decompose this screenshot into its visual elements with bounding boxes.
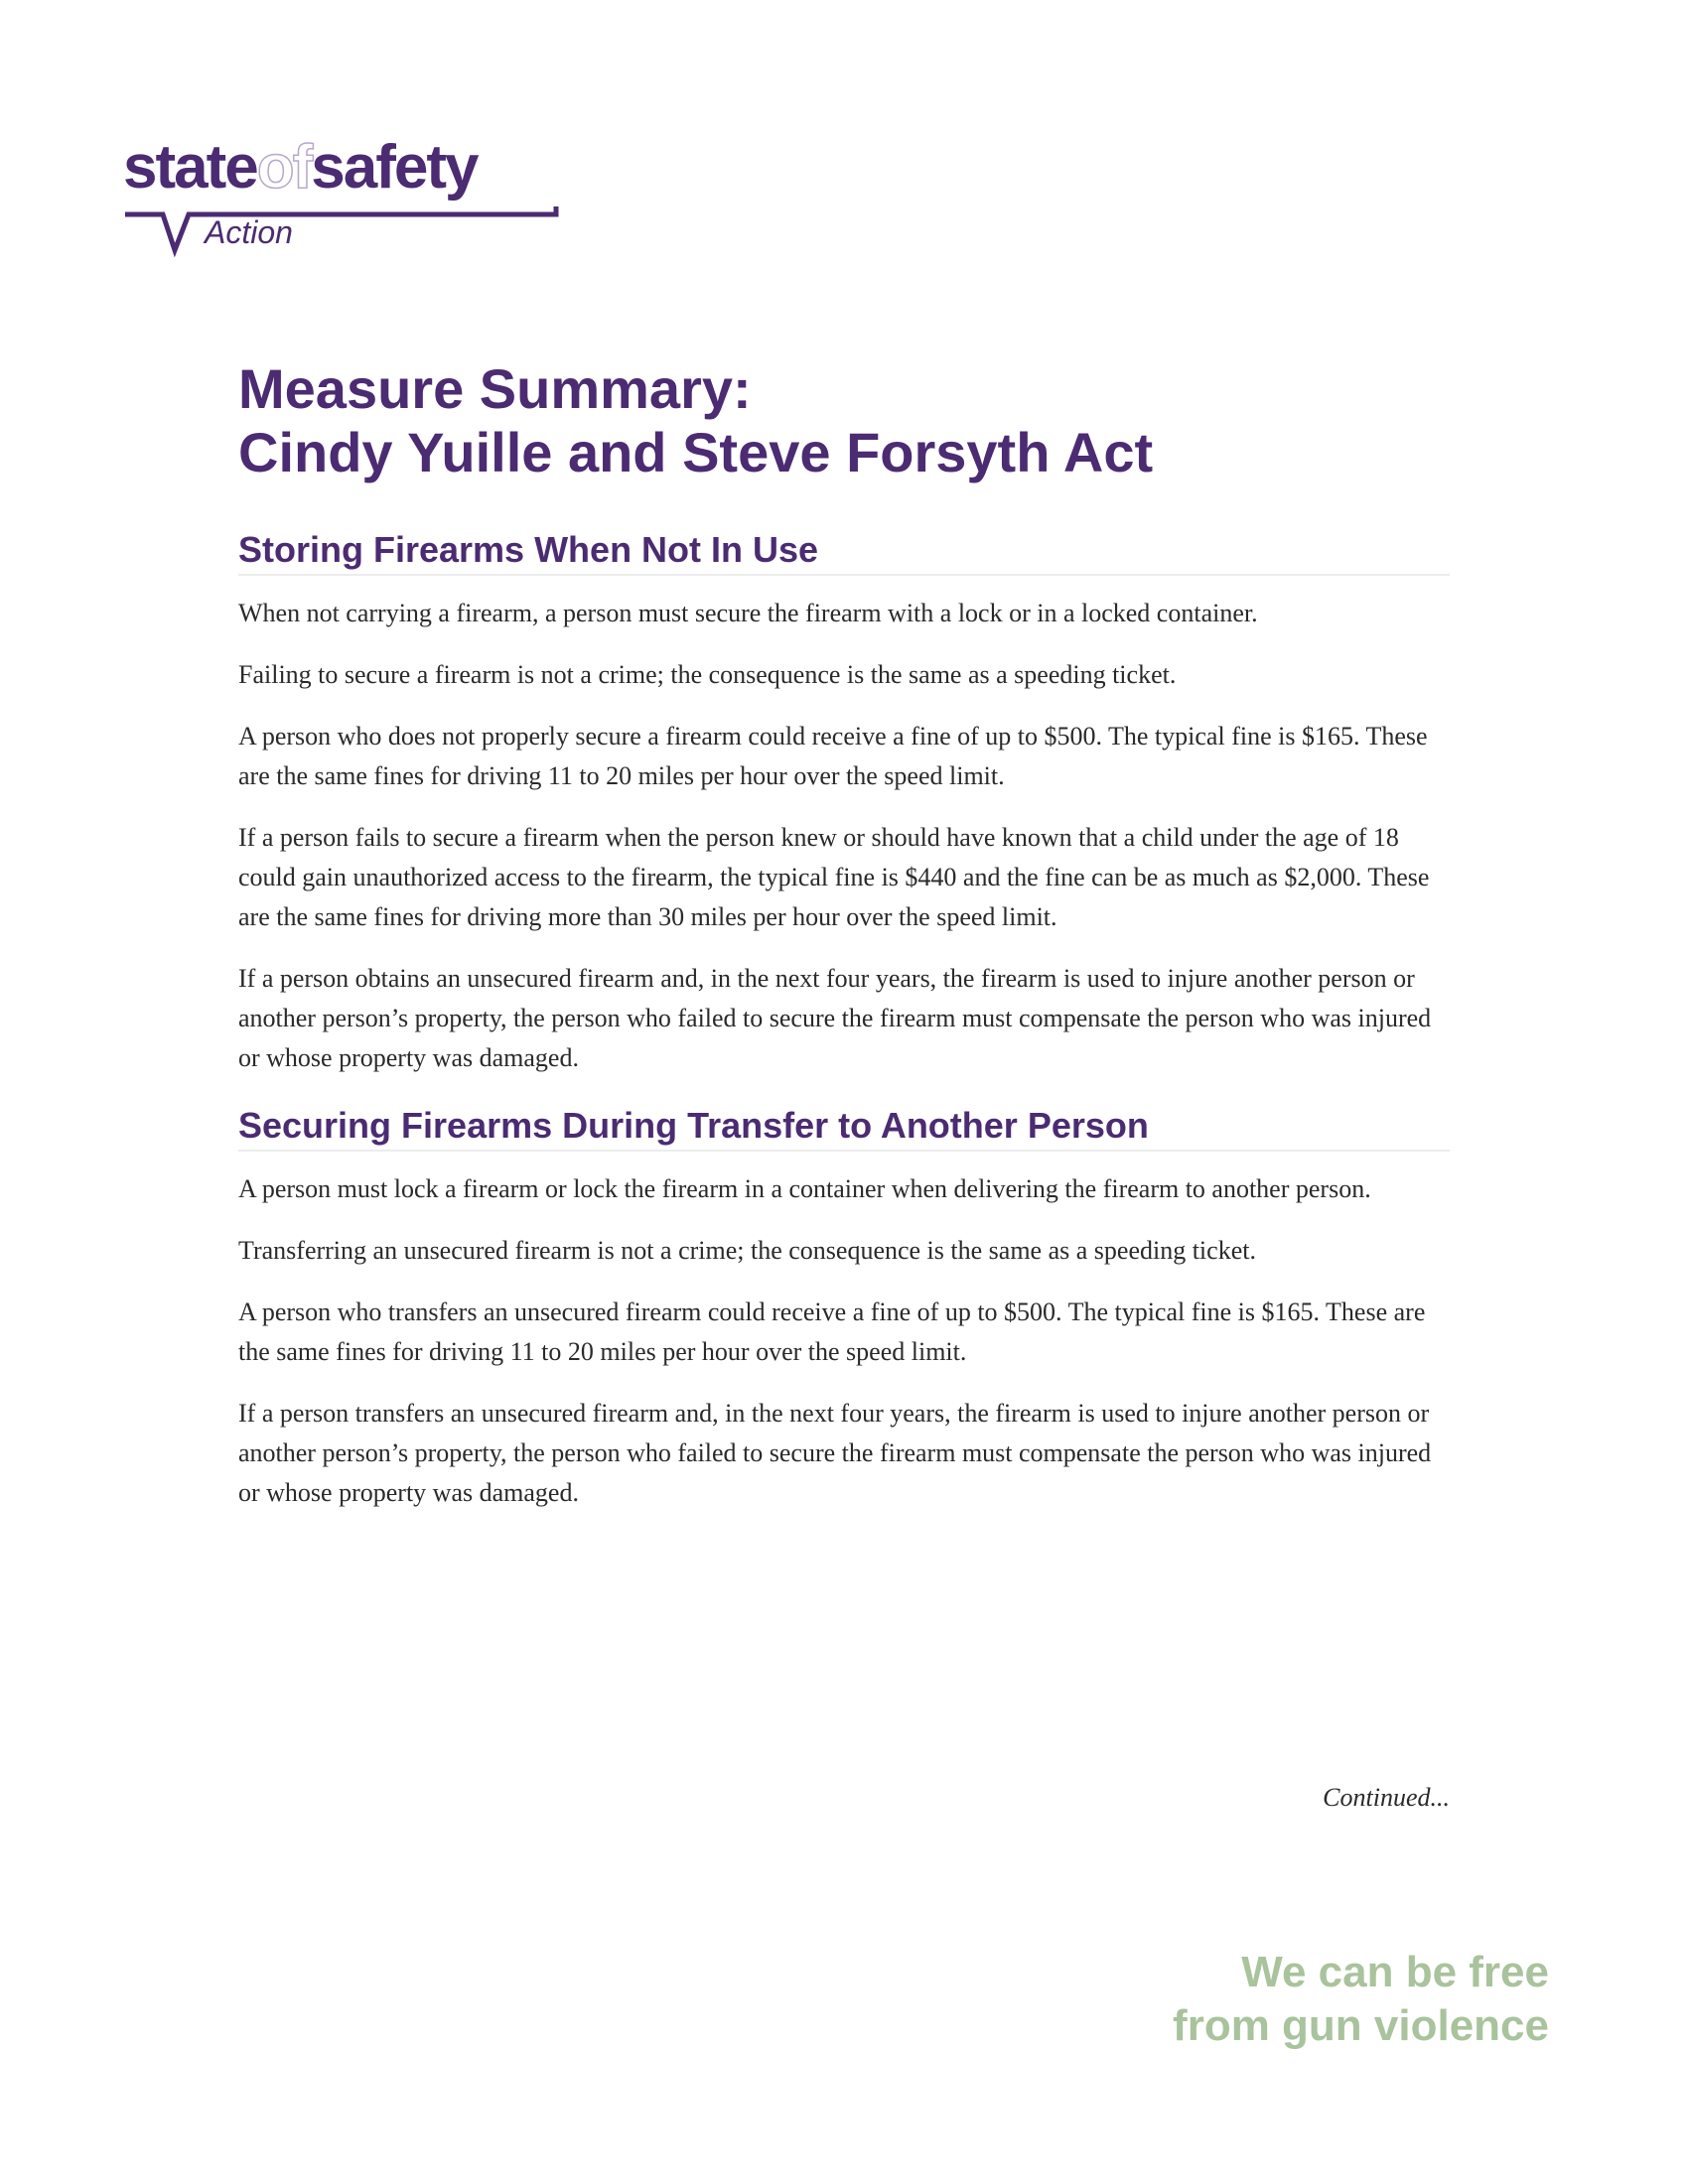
paragraph: A person who does not properly secure a firearm could receive a fine of up to $500. The typical fine is $165. These are the same fines for driving 11 to 20 miles per hour over the speed limit. [238, 722, 1428, 790]
main-content [238, 528, 1450, 1535]
paragraph: If a person transfers an unsecured firearm and, in the next four years, the firearm is used to injure another person or another person’s property, the person who failed to secure the firearm must compensate the person who was injured or whose property was damaged. [238, 1399, 1432, 1507]
section-transfer-firearms [238, 1104, 1450, 1513]
logo [123, 133, 560, 256]
logo-wordmark [123, 133, 478, 202]
paragraph: Transferring an unsecured firearm is not a crime; the consequence is the same as a speeding ticket. [238, 1236, 1256, 1265]
paragraph: Failing to secure a firearm is not a crime; the consequence is the same as a speeding ticket. [238, 660, 1177, 689]
section-storing-firearms [238, 528, 1450, 1078]
logo-subtitle: Action [205, 214, 293, 250]
paragraph: A person must lock a firearm or lock the firearm in a container when delivering the firearm to another person. [238, 1174, 1371, 1203]
tagline-line2: from gun violence [1173, 2001, 1549, 2050]
logo-speech-bubble-icon [123, 206, 560, 266]
page-title [238, 357, 1479, 484]
section-heading: Securing Firearms During Transfer to Another Person [238, 1104, 1450, 1152]
paragraph: If a person obtains an unsecured firearm and, in the next four years, the firearm is used to injure another person or another person’s property, the person who failed to secure the firearm must compensate the person who was injured or whose property was damaged. [238, 964, 1432, 1072]
logo-word-of: of [256, 133, 312, 202]
continued-note: Continued... [1323, 1783, 1450, 1812]
tagline-line1: We can be free [1241, 1948, 1549, 1996]
tagline [1173, 1946, 1549, 2053]
paragraph: When not carrying a firearm, a person must secure the firearm with a lock or in a locked container. [238, 599, 1258, 627]
paragraph: A person who transfers an unsecured firearm could receive a fine of up to $500. The typical fine is $165. These are the same fines for driving 11 to 20 miles per hour over the speed limit. [238, 1297, 1426, 1366]
paragraph: If a person fails to secure a firearm when the person knew or should have known that a child under the age of 18 could gain unauthorized access to the firearm, the typical fine is $440 and the fine can be as much as $2,000. These are the same fines for driving more than 30 miles per hour over the speed limit. [238, 823, 1430, 931]
logo-word-safety: safety [311, 133, 478, 202]
page-title-line2: Cindy Yuille and Steve Forsyth Act [238, 421, 1154, 483]
logo-word-state: state [123, 133, 257, 202]
page-title-line1: Measure Summary: [238, 357, 752, 420]
section-heading: Storing Firearms When Not In Use [238, 528, 1450, 576]
